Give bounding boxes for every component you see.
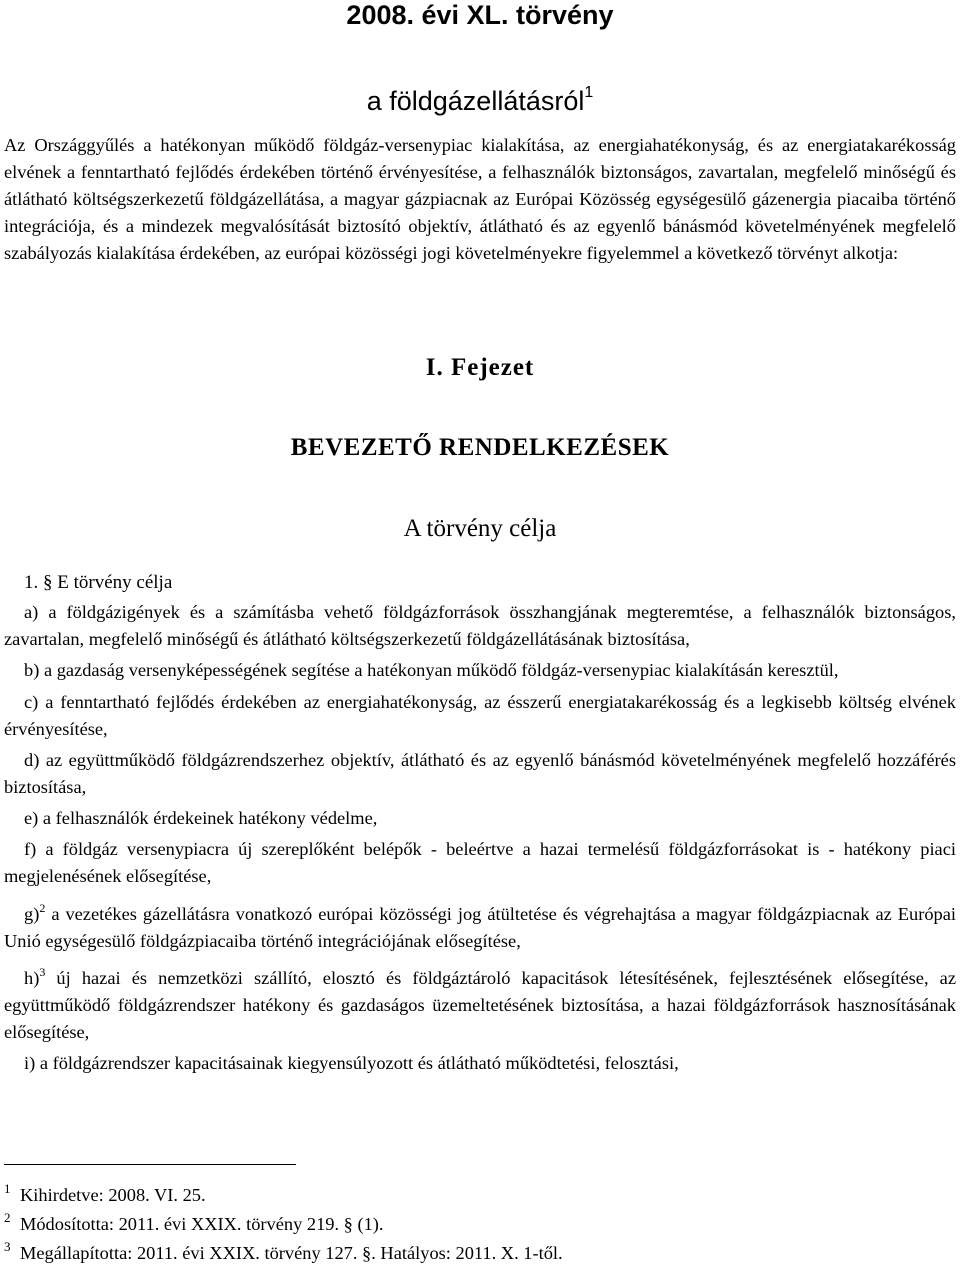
- item-text: a földgázigények és a számításba vehető földgázforrások összhangjának megteremtése, a felhasználók biztonságos, zavartalan, megfelelő minőségű és átlátható költségszerkezetű földgázellátásának biztosítása,: [4, 602, 956, 649]
- footnote: [4, 1174, 956, 1203]
- purpose-list: [4, 599, 956, 1082]
- chapter-title: BEVEZETŐ RENDELKEZÉSEK: [290, 434, 670, 461]
- footnote: [4, 1203, 956, 1232]
- document-page: [4, 0, 956, 1263]
- footnote-ref-3: 3: [39, 965, 46, 980]
- item-text: a földgázrendszer kapacitásainak kiegyensúlyozott és átlátható működtetési, felosztási,: [39, 1053, 679, 1074]
- list-item: [4, 599, 956, 653]
- list-item: [4, 689, 956, 743]
- item-text: az együttműködő földgázrendszerhez objektív, átlátható és az egyenlő bánásmód követelményének megfelelő hozzáférés biztosítása,: [4, 749, 956, 797]
- law-subtitle-text: a földgázellátásról: [366, 86, 585, 116]
- item-text: a felhasználók érdekeinek hatékony védelme,: [42, 808, 378, 829]
- item-label: a): [24, 602, 39, 622]
- section-title: A törvény célja: [403, 515, 557, 542]
- footnote-mark: 1: [4, 1181, 11, 1196]
- list-item: [4, 895, 956, 955]
- list-item: [4, 747, 956, 801]
- list-item: [4, 1050, 956, 1077]
- law-title: 2008. évi XL. törvény: [346, 0, 614, 30]
- footnote-ref-1: 1: [584, 84, 594, 101]
- preamble: Az Országgyűlés a hatékonyan működő földgáz-versenypiac kialakítása, az energiahatékonyság, és az energiatakarékosság elvének a fenntartható fejlődés érdekében történő érvényesítése, a felhasználók biztonságos, zavartalan, megfelelő minőségű és átlátható költségszerkezetű földgázellátása, a magyar gázpiacnak az Európai Közösség egységesülő gázenergia piacaiba történő integrációja, és a mindezek megvalósítását biztosító objektív, átlátható és az egyenlő bánásmód követelményének megfelelő szabályozás kialakítása érdekében, az európai közösségi jogi követelményekre figyelemmel a következő törvényt alkotja:: [4, 135, 956, 263]
- item-label: h): [24, 968, 40, 989]
- footnote: [4, 1232, 956, 1261]
- footnotes: [4, 1174, 956, 1261]
- section-head: 1. § E törvény célja: [24, 572, 173, 593]
- item-label: g): [24, 903, 40, 924]
- item-label: c): [24, 691, 39, 712]
- footnote-text: Módosította: 2011. évi XXIX. törvény 219. § (1).: [20, 1214, 384, 1234]
- item-text: a vezetékes gázellátásra vonatkozó európai közösségi jog átültetése és végrehajtása a magyar földgázpiacnak az Európai Unió egységesülő földgázpiacaiba történő integrációjának elősegítése,: [4, 903, 956, 951]
- item-text: a fenntartható fejlődés érdekében az energiahatékonyság, az ésszerű energiatakarékosság és a legkisebb költség elvének érvényesítése,: [4, 691, 956, 739]
- item-label: f): [24, 839, 37, 860]
- item-text: a földgáz versenypiacra új szereplőként belépők - beleértve a hazai termelésű földgázforrásokat is - hatékony piaci megjelenésének elősegítése,: [4, 839, 956, 887]
- law-subtitle: [4, 76, 956, 118]
- item-label: d): [24, 749, 40, 770]
- item-text: a gazdaság versenyképességének segítése a hatékonyan működő földgáz-versenypiac kialakításán keresztül,: [43, 660, 839, 681]
- footnote-text: Kihirdetve: 2008. VI. 25.: [20, 1185, 206, 1205]
- footnote-mark: 2: [4, 1210, 11, 1225]
- list-item: [4, 836, 956, 890]
- list-item: [4, 959, 956, 1046]
- list-item: [4, 805, 956, 832]
- footnote-text: Megállapította: 2011. évi XXIX. törvény 127. §. Hatályos: 2011. X. 1-től.: [20, 1243, 563, 1263]
- footnote-divider: [4, 1164, 296, 1165]
- chapter-number: I. Fejezet: [425, 354, 535, 381]
- item-label: e): [24, 808, 39, 829]
- item-label: i): [24, 1053, 36, 1074]
- footnote-mark: 3: [4, 1239, 11, 1254]
- item-text: új hazai és nemzetközi szállító, elosztó és földgáztároló kapacitások létesítésének, fejlesztésének elősegítése, az együttműködő földgázrendszer hatékony és gazdaságos üzemeltetésének biztosítása, a hazai földgázforrások hasznosításának elősegítése,: [4, 968, 956, 1043]
- footnote-ref-2: 2: [39, 900, 46, 915]
- list-item: [4, 657, 956, 684]
- item-label: b): [24, 660, 40, 681]
